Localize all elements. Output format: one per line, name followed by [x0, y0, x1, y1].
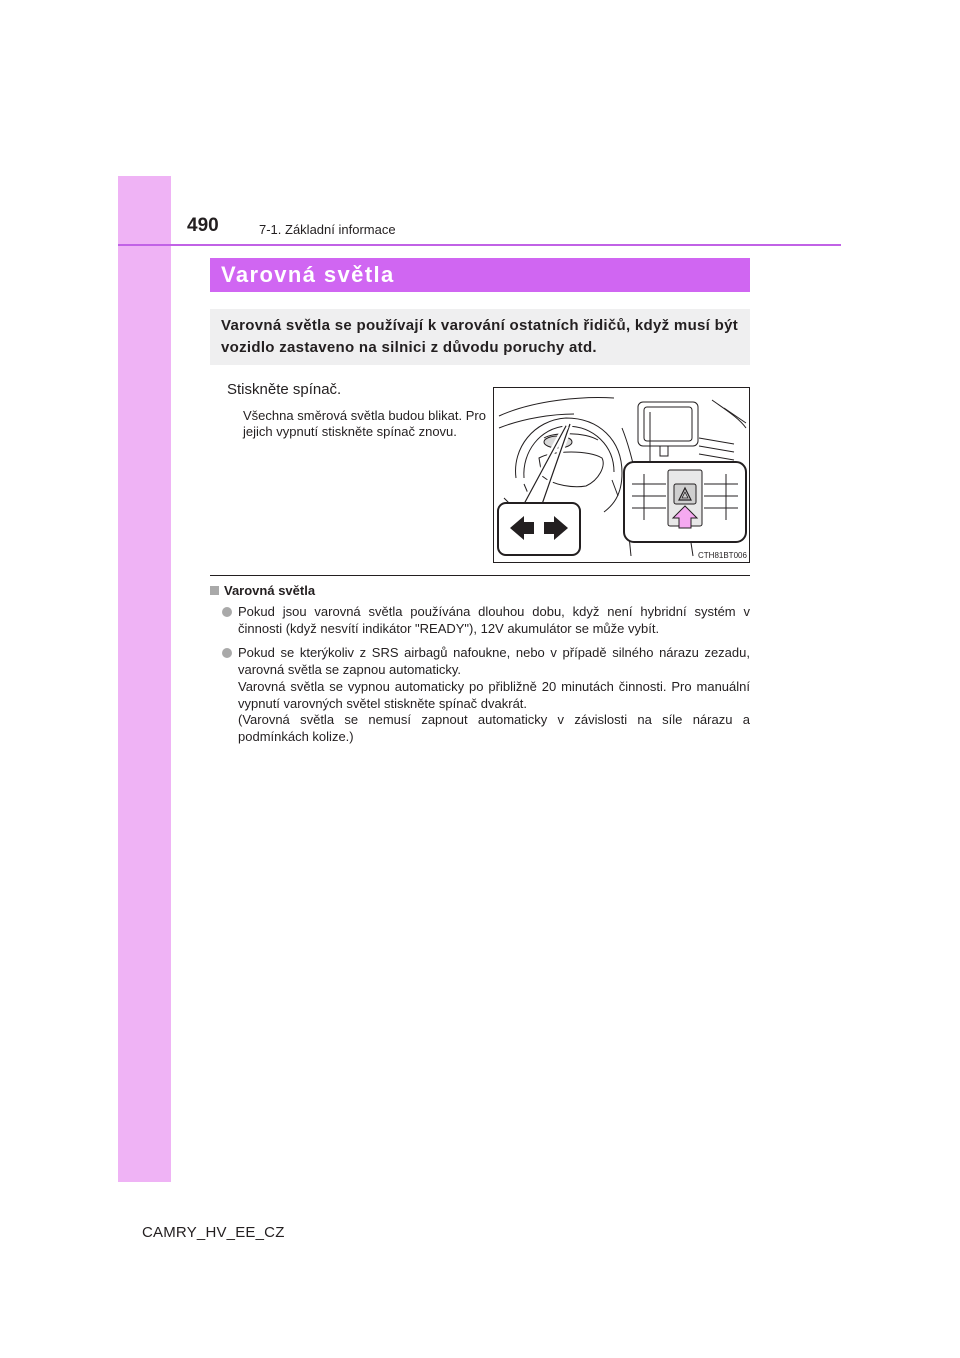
notes-divider — [210, 575, 750, 576]
bullet-text: Varovná světla se vypnou automaticky po přibližně 20 minutách činnosti. Pro manuální vypnutí varovných světel stiskněte spínač dvakrát. — [238, 679, 750, 711]
step-instruction: Stiskněte spínač. — [227, 381, 342, 398]
chapter-sidebar-tab — [118, 176, 171, 1182]
dashboard-illustration — [494, 388, 749, 562]
circle-bullet-icon — [222, 607, 232, 617]
notes-heading — [210, 583, 315, 598]
title-banner — [210, 258, 750, 292]
intro-text: Varovná světla se používají k varování ostatních řidičů, když musí být vozidlo zastaveno na silnici z důvodu poruchy atd. — [221, 317, 739, 356]
hazard-switch-illustration — [493, 387, 750, 563]
bullet-text: (Varovná světla se nemusí zapnout automaticky v závislosti na síle nárazu a podmínkách kolize.) — [238, 712, 750, 744]
bullet-text: Pokud jsou varovná světla používána dlouhou dobu, když není hybridní systém v činnosti (když nesvítí indikátor "READY"), 12V akumulátor se může vybít. — [238, 604, 750, 636]
square-bullet-icon — [210, 586, 219, 595]
notes-heading-text: Varovná světla — [224, 583, 316, 598]
page-heading: Varovná světla — [221, 262, 395, 287]
figure-code: CTH81BT006 — [698, 551, 747, 560]
section-title: 7-1. Základní informace — [259, 222, 396, 237]
bullet-text: Pokud se kterýkoliv z SRS airbagů nafoukne, nebo v případě silného nárazu zezadu, varovná světla se zapnou automaticky. — [238, 645, 750, 677]
step-note: Všechna směrová světla budou blikat. Pro jejich vypnutí stiskněte spínač znovu. — [243, 408, 486, 439]
intro-box — [210, 309, 750, 365]
header-divider — [118, 244, 841, 246]
document-footer: CAMRY_HV_EE_CZ — [142, 1224, 285, 1241]
circle-bullet-icon — [222, 648, 232, 658]
page-number: 490 — [187, 215, 219, 236]
